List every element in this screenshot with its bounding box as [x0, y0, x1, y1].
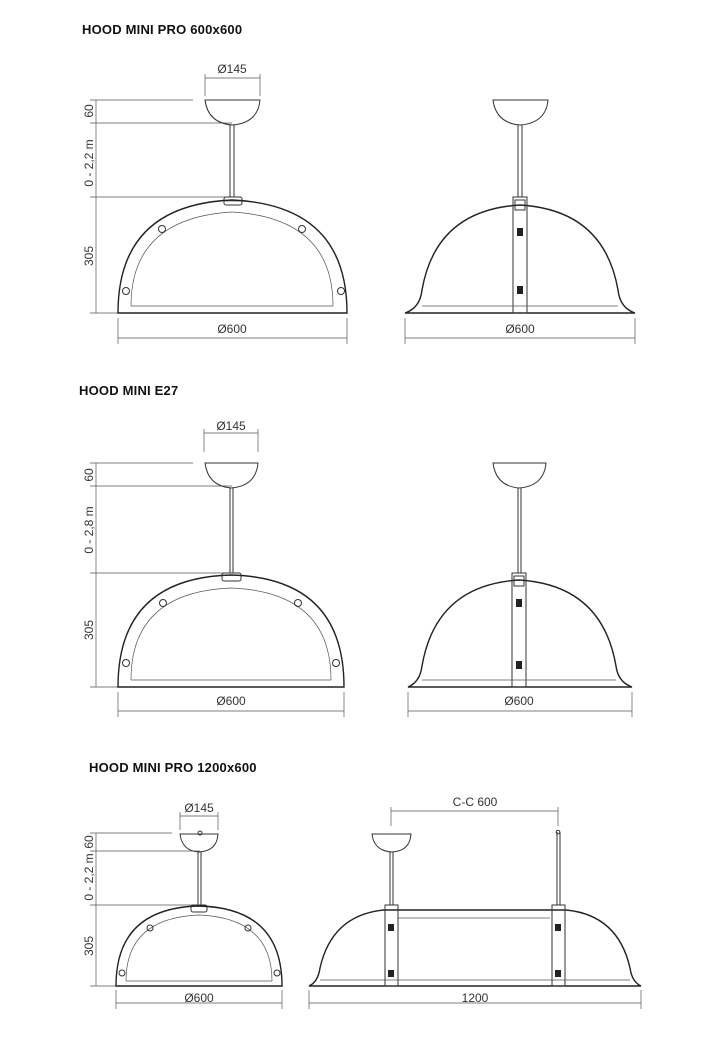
s2-canopy-diameter: Ø145	[216, 419, 246, 433]
section-title-hood-mini-pro-1200: HOOD MINI PRO 1200x600	[89, 760, 257, 775]
s1-side-diameter: Ø600	[217, 322, 247, 336]
s3-center-distance: C-C 600	[452, 795, 498, 809]
section-title-hood-mini-e27: HOOD MINI E27	[79, 383, 179, 398]
section-1-side-view	[90, 74, 347, 344]
s3-total-length: 1200	[461, 991, 489, 1005]
section-2-front-view	[408, 463, 632, 717]
s1-canopy-diameter: Ø145	[217, 62, 247, 76]
section-2-side-view	[90, 429, 344, 717]
s3-canopy-height: 60	[82, 835, 96, 849]
s1-canopy-height: 60	[82, 104, 96, 118]
section-title-hood-mini-pro-600: HOOD MINI PRO 600x600	[82, 22, 243, 37]
s2-front-diameter: Ø600	[504, 694, 534, 708]
s3-side-diameter: Ø600	[184, 991, 214, 1005]
s3-shade-height: 305	[82, 935, 96, 957]
s2-suspension-length: 0 - 2,8 m	[82, 506, 96, 554]
s2-shade-height: 305	[82, 619, 96, 641]
s1-front-diameter: Ø600	[505, 322, 535, 336]
s2-canopy-height: 60	[82, 468, 96, 482]
s1-suspension-length: 0 - 2,2 m	[82, 139, 96, 187]
s2-side-diameter: Ø600	[216, 694, 246, 708]
section-1-front-view	[405, 100, 635, 344]
section-3-front-view	[309, 807, 641, 1009]
section-3-side-view	[90, 812, 282, 1009]
s1-shade-height: 305	[82, 245, 96, 267]
s3-canopy-diameter: Ø145	[184, 801, 214, 815]
s3-suspension-length: 0 - 2,2 m	[82, 853, 96, 901]
